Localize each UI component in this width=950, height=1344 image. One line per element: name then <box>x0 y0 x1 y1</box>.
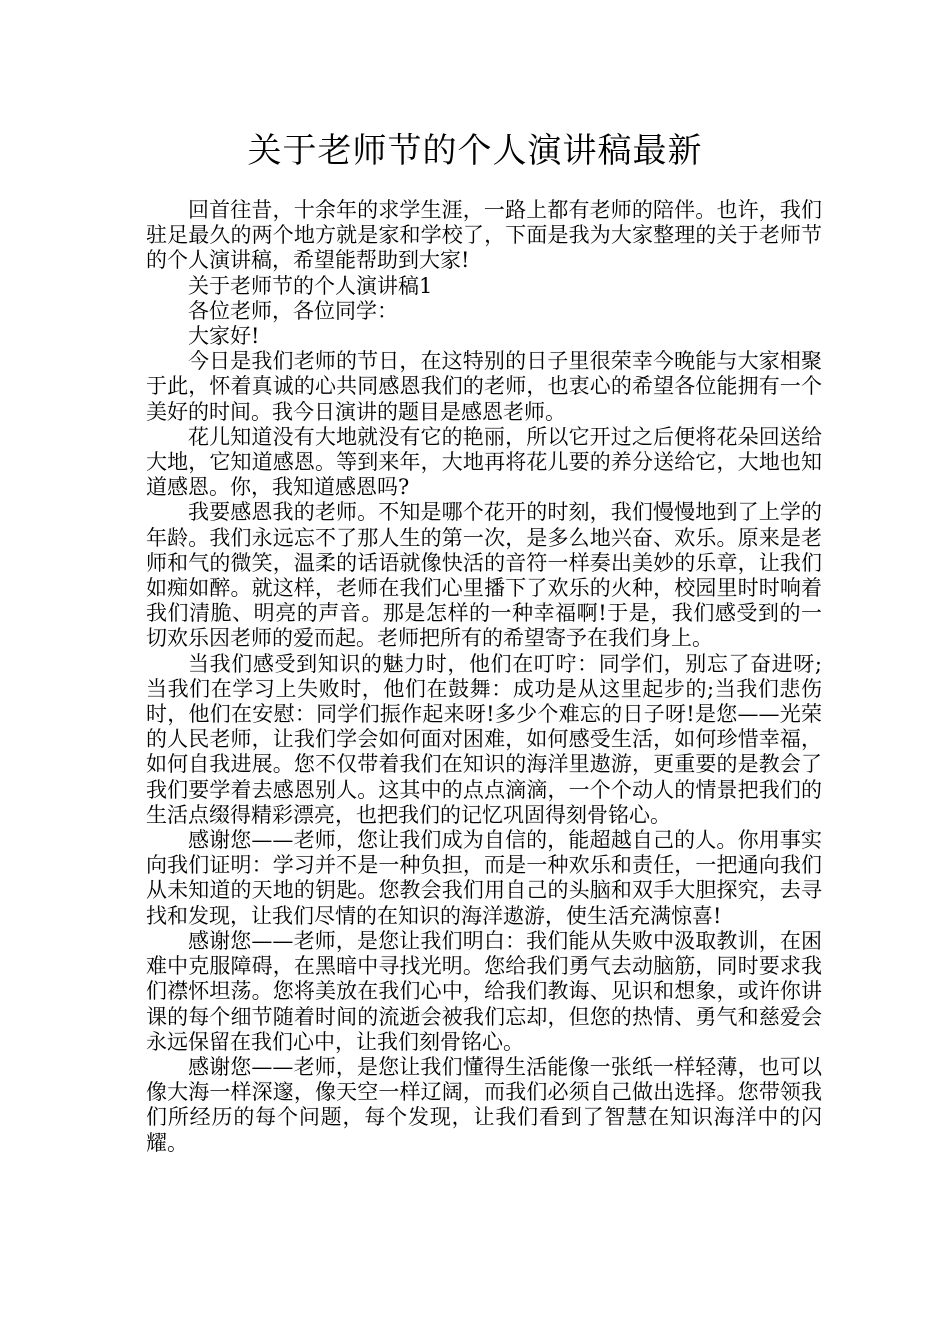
paragraph-intro: 回首往昔，十余年的求学生涯，一路上都有老师的陪伴。也许，我们驻足最久的两个地方就是家和学校了，下面是我为大家整理的关于老师节的个人演讲稿，希望能帮助到大家! <box>146 198 822 273</box>
paragraph-speech-heading: 关于老师节的个人演讲稿1 <box>188 273 433 298</box>
paragraph-greeting: 大家好! <box>188 324 260 349</box>
paragraph-salutation: 各位老师，各位同学： <box>188 298 398 323</box>
paragraph-gratitude: 我要感恩我的老师。不知是哪个花开的时刻，我们慢慢地到了上学的年龄。我们永远忘不了那人生的第一次，是多么地兴奋、欢乐。原来是老师和气的微笑，温柔的话语就像快活的音符一样奏出美妙的乐章，让我们如痴如醉。就这样，老师在我们心里播下了欢乐的火种，校园里时时响着我们清脆、明亮的声音。那是怎样的一种幸福啊!于是，我们感受到的一切欢乐因老师的爱而起。老师把所有的希望寄予在我们身上。 <box>146 500 822 651</box>
paragraph-opening: 今日是我们老师的节日，在这特别的日子里很荣幸今晚能与大家相聚于此，怀着真诚的心共同感恩我们的老师，也衷心的希望各位能拥有一个美好的时间。我今日演讲的题目是感恩老师。 <box>146 349 822 424</box>
paragraph-thanks-confidence: 感谢您——老师，您让我们成为自信的，能超越自己的人。你用事实向我们证明：学习并不是一种负担，而是一种欢乐和责任，一把通向我们从未知道的天地的钥匙。您教会我们用自己的头脑和双手大胆探究，去寻找和发现，让我们尽情的在知识的海洋遨游，使生活充满惊喜! <box>146 828 822 928</box>
paragraph-knowledge: 当我们感受到知识的魅力时，他们在叮咛：同学们，别忘了奋进呀;当我们在学习上失败时，他们在鼓舞：成功是从这里起步的;当我们悲伤时，他们在安慰：同学们振作起来呀!多少个难忘的日子呀!是您——光荣的人民老师，让我们学会如何面对困难，如何感受生活，如何珍惜幸福，如何自我进展。您不仅带着我们在知识的海洋里遨游，更重要的是教会了我们要学着去感恩别人。这其中的点点滴滴，一个个动人的情景把我们的生活点缀得精彩漂亮，也把我们的记忆巩固得刻骨铭心。 <box>146 651 822 827</box>
paragraph-thanks-life: 感谢您——老师，是您让我们懂得生活能像一张纸一样轻薄，也可以像大海一样深邃，像天空一样辽阔，而我们必须自己做出选择。您带领我们所经历的每个问题，每个发现，让我们看到了智慧在知识海洋中的闪耀。 <box>146 1054 822 1155</box>
document-title: 关于老师节的个人演讲稿最新 <box>247 131 703 171</box>
paragraph-thanks-courage: 感谢您——老师，是您让我们明白：我们能从失败中汲取教训，在困难中克服障碍，在黑暗中寻找光明。您给我们勇气去动脑筋，同时要求我们襟怀坦荡。您将美放在我们心中，给我们教诲、见识和想象，或许你讲课的每个细节随着时间的流逝会被我们忘却，但您的热情、勇气和慈爱会永远保留在我们心中，让我们刻骨铭心。 <box>146 928 822 1054</box>
document-body <box>146 198 822 1156</box>
paragraph-flowers: 花儿知道没有大地就没有它的艳丽，所以它开过之后便将花朵回送给大地，它知道感恩。等到来年，大地再将花儿要的养分送给它，大地也知道感恩。你，我知道感恩吗? <box>146 424 822 500</box>
